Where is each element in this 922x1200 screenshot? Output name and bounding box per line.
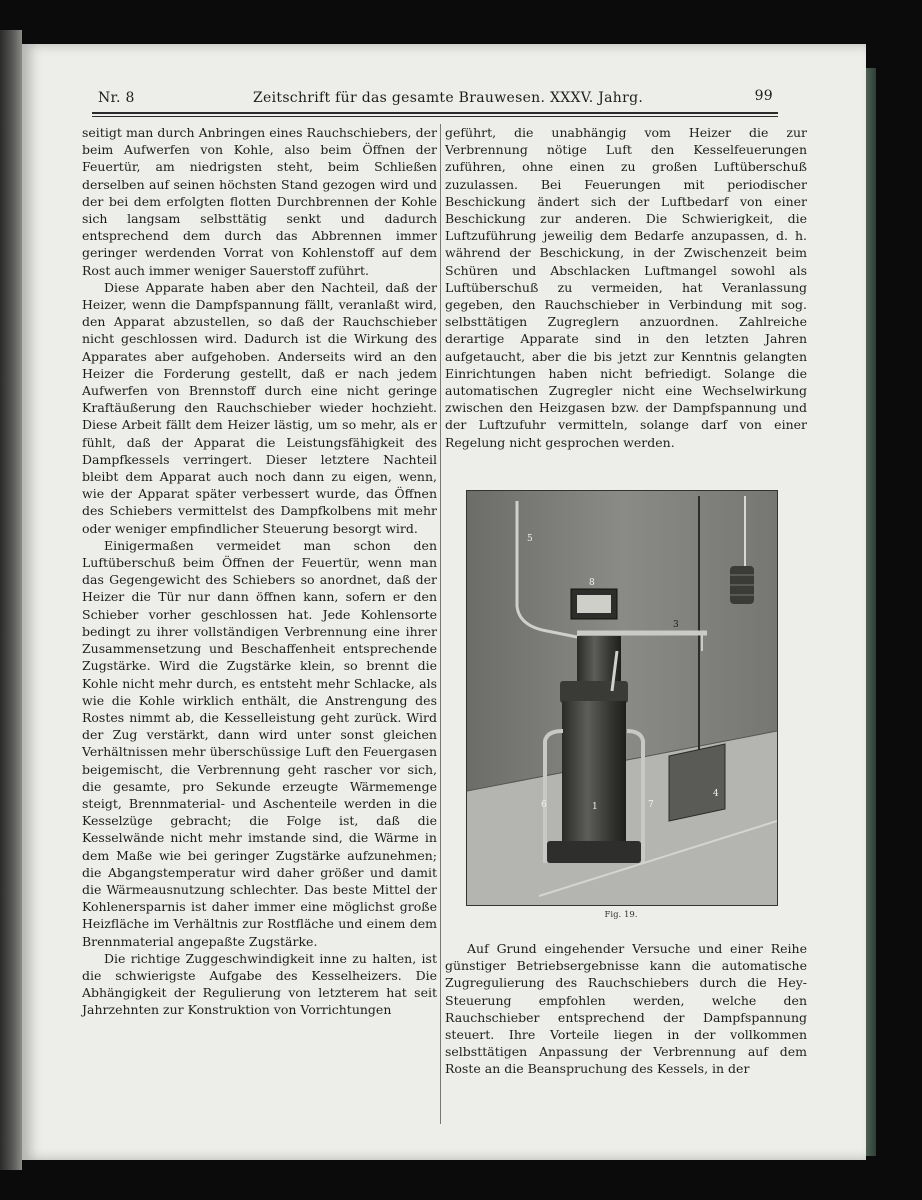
paragraph: Die richtige Zuggeschwindigkeit inne zu halten, ist die schwierigste Aufgabe des Kesselheizers. Die Abhängigkeit der Regulierung von letzterem hat seit Jahrzehnten zur Konstruktion von Vorrichtungen [82,950,437,1018]
book-spine [0,30,22,1170]
paragraph: Einigermaßen vermeidet man schon den Luftüberschuß beim Öffnen der Feuertür, wenn man das Gegengewicht des Schiebers so anordnet, daß der Heizer die Tür nur dann öffnen kann, sofern er den Schieber vorher geschlossen hat. Jede Kohlensorte bedingt zu ihrer vollständigen Verbrennung eine ihrer Zusammensetzung und Beschaffenheit entsprechende Zugstärke. Wird die Zugstärke klein, so brennt die Kohle nicht mehr durch, es entsteht mehr Schlacke, als wie die Kohle wirklich enthält, die Anstrengung des Rostes nimmt ab, die Kesselleistung geht zurück. Wird der Zug verstärkt, dann wird unter sonst gleichen Verhältnissen mehr überschüssige Luft den Feuergasen beigemischt, die Verbrennung geht rascher vor sich, die gesamte, pro Sekunde erzeugte Wärmemenge steigt, Brennmaterial- und Aschenteile werden in die Kesselzüge gebracht; die Folge ist, daß die Kesselwände nicht mehr imstande sind, die Wärme in dem Maße wie bei geringer Zugstärke aufzunehmen; die Abgangstemperatur wird daher größer und damit die Wärmeausnutzung schlechter. Das beste Mittel der Kohlenersparnis ist daher immer eine möglichst große Heizfläche im Verhältnis zur Rostfläche und einem dem Brennmaterial angepaßte Zugstärke. [82,537,437,949]
part-label: 8 [589,578,595,588]
journal-title: Zeitschrift für das gesamte Brauwesen. XXXV. Jahrg. [253,90,644,106]
part-label: 6 [541,800,547,810]
paragraph: seitigt man durch Anbringen eines Rauchschiebers, der beim Aufwerfen von Kohle, also beim Öffnen der Feuertür, am niedrigsten steht, beim Schließen derselben auf seinen höchsten Stand gezogen wird und der bei dem erfolgten flotten Durchbrennen der Kohle sich langsam selbsttätig senkt und dadurch entsprechend dem durch das Abbrennen immer geringer werdenden Vorrat von Kohlenstoff auf dem Rost auch immer weniger Sauerstoff zuführt. [82,125,437,278]
header-rule [92,112,778,114]
paragraph: Auf Grund eingehender Versuche und einer Reihe günstiger Betriebsergebnisse kann die automatische Zugregulierung des Rauchschiebers durch die Hey-Steuerung empfohlen werden, welche den Rauchschieber entsprechend der Dampfspannung steuert. Ihre Vorteile liegen in der vollkommen selbsttätigen Anpassung der Verbrennung auf dem Roste an die Beanspruchung des Kessels, in der [445,941,807,1077]
left-column [82,124,437,1019]
paragraph: Diese Apparate haben aber den Nachteil, daß der Heizer, wenn die Dampfspannung fällt, veranlaßt wird, den Apparat abzustellen, so daß der Rauchschieber nicht geschlossen wird. Dadurch ist die Wirkung des Apparates aber aufgehoben. Anderseits wird an den Heizer die Forderung gestellt, daß er nach jedem Aufwerfen von Brennstoff durch eine nicht geringe Kraftäußerung den Rauchschieber wieder hochzieht. Diese Arbeit fällt dem Heizer lästig, um so mehr, als er fühlt, daß der Apparat die Leistungsfähigkeit des Dampfkessels verringert. Dieser letztere Nachteil bleibt dem Apparat auch noch dann zu eigen, wenn, wie der Apparat später verbessert wurde, das Öffnen des Schiebers vermittelst des Dampfkolbens mit mehr oder weniger empfindlicher Steuerung besorgt wird. [82,279,437,536]
right-column-bottom [445,940,807,1078]
part-label: 7 [648,800,654,810]
apparatus-illustration [467,491,777,905]
journal-page [22,44,866,1160]
paragraph: geführt, die unabhängig vom Heizer die zur Verbrennung nötige Luft den Kesselfeuerungen zuführen, ohne einen zu großen Luftüberschuß zuzulassen. Bei Feuerungen mit periodischer Beschickung ändert sich der Luftbedarf von einer Beschickung zur anderen. Die Schwierigkeit, die Luftzuführung jeweilig dem Bedarfe anzupassen, d. h. während der Beschickung, in der Zwischenzeit beim Schüren und Abschlacken Luftmangel sowohl als Luftüberschuß zu vermeiden, hat Veranlassung gegeben, den Rauchschieber in Verbindung mit sog. selbsttätigen Zugreglern anzuordnen. Zahlreiche derartige Apparate sind in den letzten Jahren aufgetaucht, aber die bis jetzt zur Kenntnis gelangten Einrichtungen haben nicht befriedigt. Solange die automatischen Zugregler nicht eine Wechselwirkung zwischen den Heizgasen bzw. der Dampfspannung und der Luftzufuhr vermitteln, solange darf von einer Regelung nicht gesprochen werden. [445,125,807,450]
running-header [98,86,773,110]
page-number: 99 [754,88,773,104]
right-column-top [445,124,807,451]
part-label: 1 [592,802,598,812]
apparatus-photograph [466,490,778,906]
figure-caption: Fig. 19. [604,910,638,920]
part-label: 3 [673,620,679,630]
part-label: 4 [713,789,719,799]
column-divider [440,124,441,1124]
issue-number: Nr. 8 [98,90,135,106]
part-label: 5 [527,534,533,544]
header-rule-thin [92,116,778,117]
